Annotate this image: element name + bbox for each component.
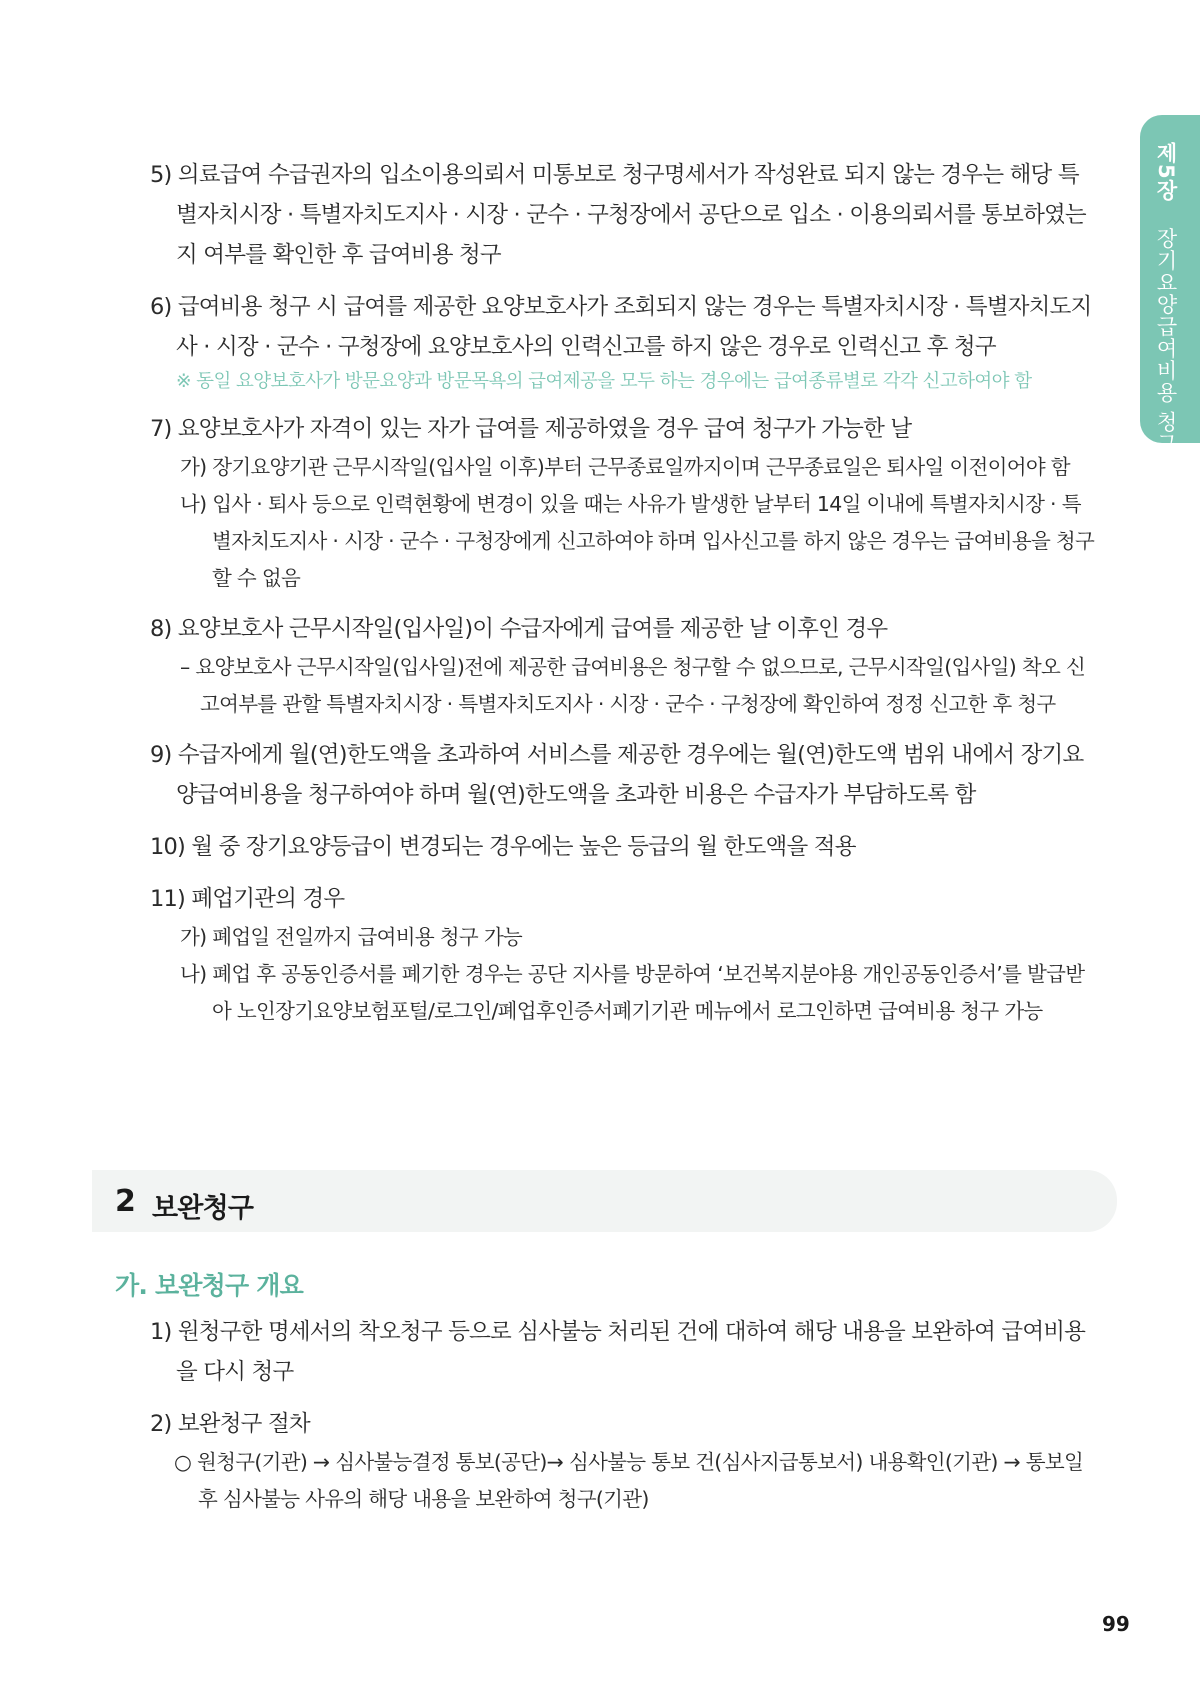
item-10: 10) 월 중 장기요양등급이 변경되는 경우에는 높은 등급의 월 한도액을 적용: [150, 834, 856, 860]
section-number: 2: [115, 1184, 136, 1219]
item-7: 7) 요양보호사가 자격이 있는 자가 급여를 제공하였을 경우 급여 청구가 가능한 날: [150, 416, 912, 442]
page-number: 99: [1102, 1612, 1130, 1636]
item-8-a: – 요양보호사 근무시작일(입사일)전에 제공한 급여비용은 청구할 수 없으므로, 근무시작일(입사일) 착오 신고여부를 관할 특별자치시장 · 특별자치도지사 · 시장 · 군수 · 구청장에 확인하여 정정 신고한 후 청구: [180, 655, 1086, 716]
section-item-2-a: ○ 원청구(기관) → 심사불능결정 통보(공단)→ 심사불능 통보 건(심사지급통보서) 내용확인(기관) → 통보일 후 심사불능 사유의 해당 내용을 보완하여 청구(기관): [174, 1450, 1084, 1511]
item-9: 9) 수급자에게 월(연)한도액을 초과하여 서비스를 제공한 경우에는 월(연)한도액 범위 내에서 장기요양급여비용을 청구하여야 하며 월(연)한도액을 초과한 비용은 수급자가 부담하도록 함: [150, 742, 1084, 808]
item-7-b: 나) 입사 · 퇴사 등으로 인력현황에 변경이 있을 때는 사유가 발생한 날부터 14일 이내에 특별자치시장 · 특별자치도지사 · 시장 · 군수 · 구청장에게 신고하여야 하며 입사신고를 하지 않은 경우는 급여비용을 청구할 수 없음: [180, 492, 1095, 590]
item-6-note: ※ 동일 요양보호사가 방문요양과 방문목욕의 급여제공을 모두 하는 경우에는 급여종류별로 각각 신고하여야 함: [176, 371, 1032, 392]
chapter-title: 장기요양급여비용 청구: [1154, 227, 1178, 455]
section-title: 보완청구: [152, 1193, 254, 1224]
item-list-top: [150, 155, 1095, 1030]
subsection-title: 가. 보완청구 개요: [115, 1271, 303, 1300]
item-11: 11) 폐업기관의 경우: [150, 886, 345, 912]
item-7-a: 가) 장기요양기관 근무시작일(입사일 이후)부터 근무종료일까지이며 근무종료일은 퇴사일 이전이어야 함: [180, 455, 1070, 479]
item-8: 8) 요양보호사 근무시작일(입사일)이 수급자에게 급여를 제공한 날 이후인 경우: [150, 616, 888, 642]
item-5: 5) 의료급여 수급권자의 입소이용의뢰서 미통보로 청구명세서가 작성완료 되지 않는 경우는 해당 특별자치시장 · 특별자치도지사 · 시장 · 군수 · 구청장에서 공단으로 입소 · 이용의뢰서를 통보하였는지 여부를 확인한 후 급여비용 청구: [150, 162, 1086, 268]
item-list-bottom: [150, 1312, 1095, 1518]
section-item-2: 2) 보완청구 절차: [150, 1411, 310, 1437]
section-item-1: 1) 원청구한 명세서의 착오청구 등으로 심사불능 처리된 건에 대하여 해당 내용을 보완하여 급여비용을 다시 청구: [150, 1319, 1086, 1385]
item-11-a: 가) 폐업일 전일까지 급여비용 청구 가능: [180, 925, 523, 949]
item-11-b: 나) 폐업 후 공동인증서를 폐기한 경우는 공단 지사를 방문하여 ‘보건복지분야용 개인공동인증서’를 발급받아 노인장기요양보험포털/로그인/폐업후인증서폐기기관 메뉴에서 로그인하면 급여비용 청구 가능: [180, 962, 1085, 1023]
item-6: 6) 급여비용 청구 시 급여를 제공한 요양보호사가 조회되지 않는 경우는 특별자치시장 · 특별자치도지사 · 시장 · 군수 · 구청장에 요양보호사의 인력신고를 하지 않은 경우로 인력신고 후 청구: [150, 294, 1092, 360]
chapter-side-tab-text: [1151, 142, 1181, 455]
chapter-label: 제5장: [1154, 142, 1178, 202]
